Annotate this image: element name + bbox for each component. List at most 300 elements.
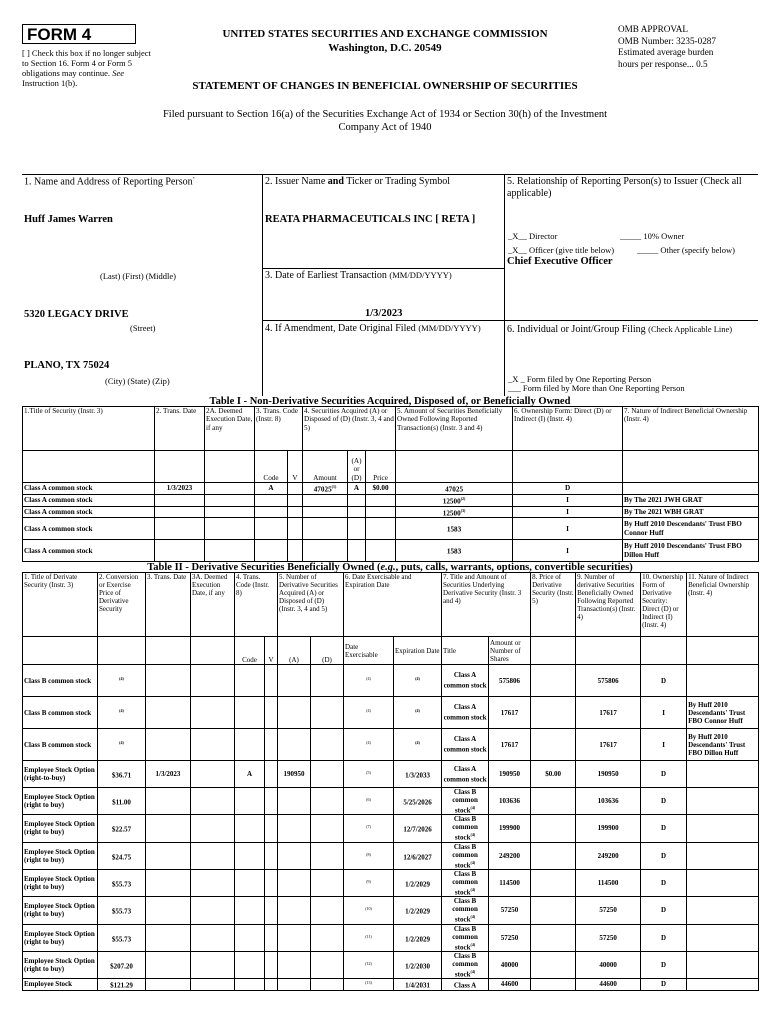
deemed-date <box>191 788 235 815</box>
expiration-date: 5/25/2026 <box>394 788 442 815</box>
underlying-amount: 44600 <box>489 979 531 990</box>
check-box-text: [ ] Check this box if no longer subject to Section 16. Form 4 or Form 5 obligations may continue. <box>22 48 151 78</box>
owned-following: 17617 <box>576 697 641 729</box>
underlying-amount: 249200 <box>489 842 531 869</box>
trans-code: A <box>235 761 265 788</box>
trans-code <box>235 842 265 869</box>
trans-date: 1/3/2023 <box>146 761 191 788</box>
table1 <box>22 406 759 562</box>
trans-date <box>146 788 191 815</box>
ownership-form: I <box>513 494 623 506</box>
owned-following: 249200 <box>576 842 641 869</box>
filed-pursuant: Filed pursuant to Section 16(a) of the Securities Exchange Act of 1934 or Section 30(h) of the Investment Company Act of 1940 <box>162 109 608 133</box>
trans-code <box>255 540 288 562</box>
date-exercisable: (5) <box>344 761 394 788</box>
security-title: Class A common stock <box>23 494 155 506</box>
deemed-date <box>191 951 235 978</box>
underlying-title: Class A <box>442 979 489 990</box>
derivative-price <box>531 869 576 896</box>
t2-d-head: (D) <box>311 637 344 665</box>
deemed-date <box>191 842 235 869</box>
city-caption: (City) (State) (Zip) <box>105 376 170 386</box>
rule-box3 <box>262 268 504 269</box>
table2-subheader-row <box>23 637 759 665</box>
omb-box <box>618 24 758 70</box>
a-or-d <box>348 506 366 518</box>
t2-col3a: 3A. Deemed Execution Date, if any <box>191 573 235 637</box>
indirect-nature: By The 2021 WBH GRAT <box>623 506 759 518</box>
t2-col3: 3. Trans. Date <box>146 573 191 637</box>
derivative-price <box>531 815 576 842</box>
derivative-price: $0.00 <box>531 761 576 788</box>
date-exercisable: (4) <box>344 729 394 761</box>
derivative-price <box>531 897 576 924</box>
v-flag <box>265 979 278 990</box>
table2-row <box>23 815 759 842</box>
t1-amount-head: Amount <box>303 451 348 483</box>
form-title: FORM 4 <box>22 24 136 44</box>
reporter-city: PLANO, TX 75024 <box>24 360 110 371</box>
disposed <box>311 697 344 729</box>
t2-a-head: (A) <box>278 637 311 665</box>
t1-code-head: Code <box>255 451 288 483</box>
derivative-title: Class B common stock <box>23 729 98 761</box>
derivative-price <box>531 842 576 869</box>
box4-label: 4. If Amendment, Date Original Filed (MM/DD/YYYY) <box>265 323 481 334</box>
owned-following: 1583 <box>396 518 513 540</box>
expiration-date: (4) <box>394 665 442 697</box>
street-caption: (Street) <box>130 323 156 333</box>
underlying-title: Class B common stock$^{(4)}$ <box>442 815 489 842</box>
ownership-form: I <box>513 518 623 540</box>
date-exercisable: (10) <box>344 897 394 924</box>
indirect-nature: By The 2021 JWH GRAT <box>623 494 759 506</box>
amount <box>303 506 348 518</box>
owned-following: 12500$^{(2)}$ <box>396 494 513 506</box>
indirect-nature <box>687 897 759 924</box>
trans-code <box>255 506 288 518</box>
trans-code <box>235 815 265 842</box>
underlying-amount: 190950 <box>489 761 531 788</box>
box6-label: 6. Individual or Joint/Group Filing (Check Applicable Line) <box>507 324 733 335</box>
underlying-title: Class A common stock <box>442 665 489 697</box>
price <box>366 518 396 540</box>
t2-date-ex-head: Date Exercisable <box>344 637 394 665</box>
acquired <box>278 897 311 924</box>
indirect-nature <box>687 665 759 697</box>
v-flag <box>265 665 278 697</box>
a-or-d <box>348 518 366 540</box>
trans-date <box>146 815 191 842</box>
ownership-form: D <box>641 869 687 896</box>
v-flag <box>265 897 278 924</box>
underlying-title: Class B common stock$^{(4)}$ <box>442 869 489 896</box>
underlying-amount: 17617 <box>489 729 531 761</box>
table2-row <box>23 697 759 729</box>
v-flag <box>265 951 278 978</box>
trans-date <box>146 897 191 924</box>
deemed-date <box>191 924 235 951</box>
t2-col1: 1. Title of Derivate Security (Instr. 3) <box>23 573 98 637</box>
v-flag <box>265 924 278 951</box>
exercise-price: $55.73 <box>98 897 146 924</box>
trans-date <box>146 924 191 951</box>
derivative-title: Employee Stock <box>23 979 98 990</box>
disposed <box>311 788 344 815</box>
underlying-amount: 57250 <box>489 897 531 924</box>
indirect-nature: By Huff 2010 Descendants' Trust FBO Connor Huff <box>623 518 759 540</box>
trans-date <box>146 979 191 990</box>
owned-following: 103636 <box>576 788 641 815</box>
underlying-amount: 575806 <box>489 665 531 697</box>
underlying-amount: 199900 <box>489 815 531 842</box>
divider-2 <box>504 174 505 396</box>
box5-label: 5. Relationship of Reporting Person(s) to Issuer (Check all applicable) <box>507 176 742 199</box>
derivative-title: Employee Stock Option (right to buy) <box>23 924 98 951</box>
indirect-nature <box>687 815 759 842</box>
exercise-price: $11.00 <box>98 788 146 815</box>
owned-following: 57250 <box>576 897 641 924</box>
deemed-date <box>205 483 255 495</box>
more-person-check[interactable]: ___ Form filed by More than One Reporting Person <box>508 383 685 393</box>
acquired <box>278 815 311 842</box>
indirect-nature <box>687 761 759 788</box>
trans-date <box>155 518 205 540</box>
t2-col5: 5. Number of Derivative Securities Acquired (A) or Disposed of (D) (Instr. 3, 4 and 5) <box>278 573 344 637</box>
top-rule <box>22 174 758 175</box>
acquired <box>278 697 311 729</box>
disposed <box>311 729 344 761</box>
underlying-title: Class B common stock$^{(4)}$ <box>442 842 489 869</box>
acquired <box>278 979 311 990</box>
trans-code <box>235 951 265 978</box>
trans-date: 1/3/2023 <box>155 483 205 495</box>
owned-following: 190950 <box>576 761 641 788</box>
acquired <box>278 869 311 896</box>
ten-pct-owner-check[interactable]: _____ 10% Owner <box>620 231 685 241</box>
table1-row <box>23 483 759 495</box>
derivative-price <box>531 665 576 697</box>
expiration-date: (4) <box>394 697 442 729</box>
trans-code <box>235 788 265 815</box>
name-caption: (Last) (First) (Middle) <box>100 271 177 281</box>
security-title: Class A common stock <box>23 518 155 540</box>
v-flag <box>288 494 303 506</box>
owned-following: 12500$^{(3)}$ <box>396 506 513 518</box>
ownership-form: I <box>641 697 687 729</box>
trans-code <box>235 924 265 951</box>
ownership-form: D <box>641 665 687 697</box>
table2 <box>22 572 759 991</box>
trans-date <box>155 494 205 506</box>
ownership-form: D <box>513 483 623 495</box>
one-person-check[interactable]: _X _ Form filed by One Reporting Person <box>508 374 652 384</box>
expiration-date: 1/2/2029 <box>394 924 442 951</box>
a-or-d: A <box>348 483 366 495</box>
ownership-form: D <box>641 815 687 842</box>
table2-row <box>23 665 759 697</box>
underlying-title: Class B common stock$^{(4)}$ <box>442 788 489 815</box>
deemed-date <box>191 869 235 896</box>
date-exercisable: (4) <box>344 697 394 729</box>
other-check[interactable]: _____ Other (specify below) <box>637 245 735 255</box>
deemed-date <box>205 506 255 518</box>
trans-code <box>255 494 288 506</box>
table2-row <box>23 897 759 924</box>
indirect-nature: By Huff 2010 Descendants' Trust FBO Connor Huff <box>687 697 759 729</box>
expiration-date: 1/2/2029 <box>394 897 442 924</box>
exercise-price: $24.75 <box>98 842 146 869</box>
exercise-price: $55.73 <box>98 924 146 951</box>
derivative-title: Employee Stock Option (right to buy) <box>23 951 98 978</box>
owned-following: 47025 <box>396 483 513 495</box>
table1-row <box>23 494 759 506</box>
deemed-date <box>191 815 235 842</box>
v-flag <box>265 815 278 842</box>
ownership-form: I <box>641 729 687 761</box>
t1-col6: 6. Ownership Form: Direct (D) or Indirect (I) (Instr. 4) <box>513 407 623 451</box>
t2-col4: 4. Trans. Code (Instr. 8) <box>235 573 278 637</box>
a-or-d <box>348 494 366 506</box>
omb-number: OMB Number: 3235-0287 <box>618 35 716 46</box>
ownership-form: D <box>641 842 687 869</box>
rule-box4 <box>262 320 758 321</box>
ownership-form: D <box>641 897 687 924</box>
price <box>366 506 396 518</box>
hours-per-response: hours per response... 0.5 <box>618 58 708 69</box>
derivative-title: Employee Stock Option (right to buy) <box>23 842 98 869</box>
exercise-price: (4) <box>98 665 146 697</box>
table2-row <box>23 869 759 896</box>
check-box-note <box>22 48 154 88</box>
disposed <box>311 897 344 924</box>
derivative-price <box>531 697 576 729</box>
security-title: Class A common stock <box>23 506 155 518</box>
ownership-form: I <box>513 506 623 518</box>
table1-header-row <box>23 407 759 451</box>
trans-code <box>235 665 265 697</box>
exercise-price: $36.71 <box>98 761 146 788</box>
underlying-amount: 40000 <box>489 951 531 978</box>
v-flag <box>265 761 278 788</box>
officer-title: Chief Executive Officer <box>507 256 613 267</box>
date-exercisable: (6) <box>344 788 394 815</box>
reporter-name: Huff James Warren <box>24 214 113 225</box>
v-flag <box>265 842 278 869</box>
trans-code <box>235 897 265 924</box>
acquired <box>278 842 311 869</box>
trans-code <box>235 979 265 990</box>
expiration-date: (4) <box>394 729 442 761</box>
t1-col4: 4. Securities Acquired (A) or Disposed of (D) (Instr. 3, 4 and 5) <box>303 407 396 451</box>
trans-code <box>235 697 265 729</box>
box1-label: 1. Name and Address of Reporting Person* <box>24 176 195 188</box>
amount <box>303 540 348 562</box>
acquired <box>278 951 311 978</box>
ownership-form: D <box>641 979 687 990</box>
indirect-nature <box>687 951 759 978</box>
t1-col3: 3. Trans. Code (Instr. 8) <box>255 407 303 451</box>
t1-col2a: 2A. Deemed Execution Date, if any <box>205 407 255 451</box>
indirect-nature <box>687 979 759 990</box>
omb-approval: OMB APPROVAL <box>618 24 689 34</box>
date-exercisable: (11) <box>344 924 394 951</box>
disposed <box>311 761 344 788</box>
trans-code <box>235 729 265 761</box>
deemed-date <box>191 665 235 697</box>
owned-following: 199900 <box>576 815 641 842</box>
trans-date <box>146 951 191 978</box>
exercise-price: $207.20 <box>98 951 146 978</box>
underlying-amount: 114500 <box>489 869 531 896</box>
deemed-date <box>191 979 235 990</box>
t2-col10: 10. Ownership Form of Derivative Security: Direct (D) or Indirect (I) (Instr. 4) <box>641 573 687 637</box>
trans-code <box>255 518 288 540</box>
v-flag <box>265 697 278 729</box>
director-check[interactable]: _X__ Director <box>508 231 558 241</box>
derivative-title: Employee Stock Option (right to buy) <box>23 869 98 896</box>
t2-col8: 8. Price of Derivative Security (Instr. 5) <box>531 573 576 637</box>
trans-code: A <box>255 483 288 495</box>
underlying-title: Class B common stock$^{(4)}$ <box>442 924 489 951</box>
indirect-nature <box>687 842 759 869</box>
exercise-price: $55.73 <box>98 869 146 896</box>
derivative-title: Employee Stock Option (right to buy) <box>23 815 98 842</box>
underlying-title: Class A common stock <box>442 697 489 729</box>
expiration-date: 1/2/2030 <box>394 951 442 978</box>
table2-row <box>23 951 759 978</box>
earliest-date: 1/3/2023 <box>365 308 403 319</box>
derivative-price <box>531 979 576 990</box>
expiration-date: 12/7/2026 <box>394 815 442 842</box>
table2-row <box>23 842 759 869</box>
underlying-amount: 17617 <box>489 697 531 729</box>
underlying-amount: 103636 <box>489 788 531 815</box>
v-flag <box>288 506 303 518</box>
owned-following: 575806 <box>576 665 641 697</box>
acquired <box>278 665 311 697</box>
t2-col11: 11. Nature of Indirect Beneficial Ownership (Instr. 4) <box>687 573 759 637</box>
disposed <box>311 842 344 869</box>
derivative-title: Employee Stock Option (right-to-buy) <box>23 761 98 788</box>
disposed <box>311 815 344 842</box>
table2-body <box>23 665 759 991</box>
table1-row <box>23 518 759 540</box>
deemed-date <box>191 729 235 761</box>
instruction-label: Instruction 1(b). <box>22 78 78 88</box>
table1-subheader-row <box>23 451 759 483</box>
derivative-title: Class B common stock <box>23 665 98 697</box>
indirect-nature <box>687 924 759 951</box>
t2-col6: 6. Date Exercisable and Expiration Date <box>344 573 442 637</box>
t1-v-head: V <box>288 451 303 483</box>
t1-col5: 5. Amount of Securities Beneficially Owned Following Reported Transaction(s) (Instr. 3 and 4) <box>396 407 513 451</box>
table2-row <box>23 979 759 990</box>
t1-col2: 2. Trans. Date <box>155 407 205 451</box>
price <box>366 494 396 506</box>
t1-col7: 7. Nature of Indirect Beneficial Ownership (Instr. 4) <box>623 407 759 451</box>
date-exercisable: (4) <box>344 665 394 697</box>
exercise-price: $121.29 <box>98 979 146 990</box>
date-exercisable: (7) <box>344 815 394 842</box>
table2-header-row <box>23 573 759 637</box>
statement-title: STATEMENT OF CHANGES IN BENEFICIAL OWNERSHIP OF SECURITIES <box>192 80 578 92</box>
indirect-nature <box>623 483 759 495</box>
deemed-date <box>205 540 255 562</box>
table2-row <box>23 729 759 761</box>
disposed <box>311 979 344 990</box>
ownership-form: D <box>641 924 687 951</box>
underlying-title: Class A common stock <box>442 761 489 788</box>
indirect-nature: By Huff 2010 Descendants' Trust FBO Dillon Huff <box>687 729 759 761</box>
trans-date <box>155 540 205 562</box>
derivative-title: Class B common stock <box>23 697 98 729</box>
derivative-title: Employee Stock Option (right to buy) <box>23 897 98 924</box>
underlying-amount: 57250 <box>489 924 531 951</box>
owned-following: 57250 <box>576 924 641 951</box>
disposed <box>311 951 344 978</box>
underlying-title: Class B common stock$^{(4)}$ <box>442 951 489 978</box>
amount <box>303 518 348 540</box>
t2-exp-head: Expiration Date <box>394 637 442 665</box>
trans-code <box>235 869 265 896</box>
exercise-price: (4) <box>98 697 146 729</box>
t1-price-head: Price <box>366 451 396 483</box>
expiration-date: 1/3/2033 <box>394 761 442 788</box>
amount: 47025$^{(1)}$ <box>303 483 348 495</box>
expiration-date: 1/2/2029 <box>394 869 442 896</box>
table2-row <box>23 924 759 951</box>
ownership-form: D <box>641 951 687 978</box>
owned-following: 17617 <box>576 729 641 761</box>
expiration-date: 12/6/2027 <box>394 842 442 869</box>
t1-col1: 1.Title of Security (Instr. 3) <box>23 407 155 451</box>
derivative-price <box>531 788 576 815</box>
price <box>366 540 396 562</box>
date-exercisable: (13) <box>344 979 394 990</box>
derivative-price <box>531 729 576 761</box>
owned-following: 114500 <box>576 869 641 896</box>
deemed-date <box>191 761 235 788</box>
a-or-d <box>348 540 366 562</box>
underlying-title: Class A common stock <box>442 729 489 761</box>
price: $0.00 <box>366 483 396 495</box>
ownership-form: D <box>641 761 687 788</box>
t2-v-head: V <box>265 637 278 665</box>
t1-aord-head: (A) or (D) <box>348 451 366 483</box>
date-exercisable: (12) <box>344 951 394 978</box>
reporter-street: 5320 LEGACY DRIVE <box>24 309 129 320</box>
owned-following: 44600 <box>576 979 641 990</box>
trans-date <box>155 506 205 518</box>
indirect-nature: By Huff 2010 Descendants' Trust FBO Dillon Huff <box>623 540 759 562</box>
v-flag <box>288 483 303 495</box>
exercise-price: (4) <box>98 729 146 761</box>
estimated-burden: Estimated average burden <box>618 47 714 57</box>
v-flag <box>265 729 278 761</box>
trans-date <box>146 729 191 761</box>
owned-following: 1583 <box>396 540 513 562</box>
officer-check[interactable]: _X__ Officer (give title below) <box>508 245 615 255</box>
indirect-nature <box>687 788 759 815</box>
ownership-form: I <box>513 540 623 562</box>
v-flag <box>265 869 278 896</box>
agency-name: UNITED STATES SECURITIES AND EXCHANGE COMMISSION <box>222 28 548 40</box>
trans-date <box>146 869 191 896</box>
underlying-title: Class B common stock$^{(4)}$ <box>442 897 489 924</box>
box3-label: 3. Date of Earliest Transaction (MM/DD/YYYY) <box>265 270 452 281</box>
owned-following: 40000 <box>576 951 641 978</box>
